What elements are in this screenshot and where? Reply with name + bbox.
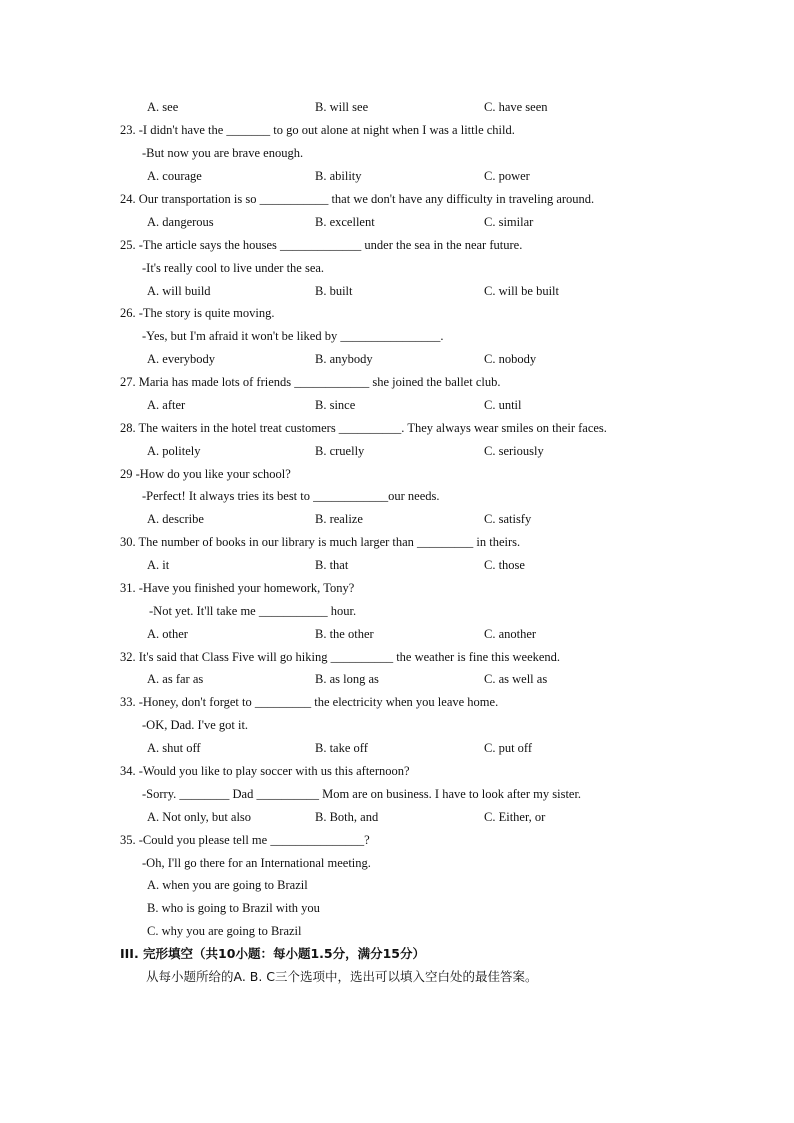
q27-option-b: B. since: [315, 398, 356, 412]
q32-stem: 32. It's said that Class Five will go hiking __________ the weather is fine this weekend.: [120, 650, 561, 664]
q26-option-c: C. nobody: [484, 352, 537, 366]
q28-option-b: B. cruelly: [315, 444, 365, 458]
q25-response: -It's really cool to live under the sea.: [142, 261, 325, 275]
q35-stem: 35. -Could you please tell me _______________?: [120, 833, 370, 847]
q27-option-c: C. until: [484, 398, 522, 412]
q24-option-b: B. excellent: [315, 215, 375, 229]
q34-response: -Sorry. ________ Dad __________ Mom are on business. I have to look after my sister.: [142, 787, 582, 801]
q35-option-c: C. why you are going to Brazil: [147, 924, 302, 938]
q23-option-c: C. power: [484, 169, 530, 183]
q28-option-c: C. seriously: [484, 444, 544, 458]
q29-stem: 29 -How do you like your school?: [120, 467, 291, 481]
q32-option-b: B. as long as: [315, 672, 379, 686]
q34-stem: 34. -Would you like to play soccer with us this afternoon?: [120, 764, 410, 778]
q32-option-a: A. as far as: [147, 672, 204, 686]
q34-option-a: A. Not only, but also: [147, 810, 252, 824]
q31-stem: 31. -Have you finished your homework, Tony?: [120, 581, 355, 595]
q27-option-a: A. after: [147, 398, 186, 412]
q29-option-b: B. realize: [315, 512, 363, 526]
q26-stem: 26. -The story is quite moving.: [120, 306, 275, 320]
q27-stem: 27. Maria has made lots of friends ____________ she joined the ballet club.: [120, 375, 501, 389]
q26-option-a: A. everybody: [147, 352, 216, 366]
q22-option-a: A. see: [147, 100, 179, 114]
q23-stem: 23. -I didn't have the _______ to go out alone at night when I was a little child.: [120, 123, 515, 137]
q30-stem: 30. The number of books in our library is much larger than _________ in theirs.: [120, 535, 521, 549]
q35-response: -Oh, I'll go there for an International meeting.: [142, 856, 371, 870]
q28-stem: 28. The waiters in the hotel treat customers __________. They always wear smiles on their faces.: [120, 421, 607, 435]
q29-response: -Perfect! It always tries its best to ____________our needs.: [142, 489, 440, 503]
q33-response: -OK, Dad. I've got it.: [142, 718, 249, 732]
section-3-instruction: 从每小题所给的A. B. C三个选项中，选出可以填入空白处的最佳答案。: [146, 969, 538, 984]
q25-option-a: A. will build: [147, 284, 211, 298]
q33-stem: 33. -Honey, don't forget to _________ the electricity when you leave home.: [120, 695, 499, 709]
q22-option-b: B. will see: [315, 100, 369, 114]
q35-option-b: B. who is going to Brazil with you: [147, 901, 320, 915]
q24-stem: 24. Our transportation is so ___________ that we don't have any difficulty in traveling around.: [120, 192, 595, 206]
q31-option-c: C. another: [484, 627, 537, 641]
q26-response: -Yes, but I'm afraid it won't be liked by ________________.: [142, 329, 444, 343]
q30-option-a: A. it: [147, 558, 170, 572]
q25-option-b: B. built: [315, 284, 353, 298]
q33-option-a: A. shut off: [147, 741, 201, 755]
section-3-title: III. 完形填空（共10小题：每小题1.5分，满分15分）: [120, 946, 425, 961]
q29-option-a: A. describe: [147, 512, 204, 526]
q32-option-c: C. as well as: [484, 672, 548, 686]
q31-option-a: A. other: [147, 627, 188, 641]
q24-option-c: C. similar: [484, 215, 534, 229]
q28-option-a: A. politely: [147, 444, 201, 458]
q34-option-c: C. Either, or: [484, 810, 546, 824]
q31-response: -Not yet. It'll take me ___________ hour.: [149, 604, 357, 618]
q22-option-c: C. have seen: [484, 100, 548, 114]
q23-option-a: A. courage: [147, 169, 202, 183]
q33-option-b: B. take off: [315, 741, 368, 755]
q30-option-c: C. those: [484, 558, 525, 572]
q31-option-b: B. the other: [315, 627, 374, 641]
q29-option-c: C. satisfy: [484, 512, 532, 526]
q23-response: -But now you are brave enough.: [142, 146, 304, 160]
q24-option-a: A. dangerous: [147, 215, 214, 229]
q25-option-c: C. will be built: [484, 284, 559, 298]
q23-option-b: B. ability: [315, 169, 362, 183]
q26-option-b: B. anybody: [315, 352, 373, 366]
q25-stem: 25. -The article says the houses _____________ under the sea in the near future.: [120, 238, 523, 252]
q34-option-b: B. Both, and: [315, 810, 379, 824]
q30-option-b: B. that: [315, 558, 349, 572]
q33-option-c: C. put off: [484, 741, 533, 755]
q35-option-a: A. when you are going to Brazil: [147, 878, 308, 892]
